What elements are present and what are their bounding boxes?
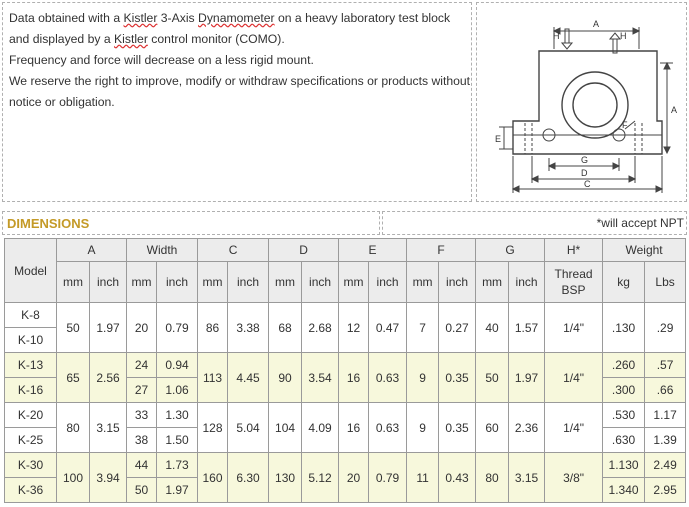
bsp-label: BSP bbox=[561, 283, 586, 297]
cell-weight-kg: 1.130 bbox=[603, 453, 645, 478]
unit-inch: inch bbox=[509, 262, 545, 303]
model-cell: K-8 bbox=[5, 303, 57, 328]
cell-f-inch: 0.35 bbox=[439, 403, 476, 453]
cell-f-inch: 0.27 bbox=[439, 303, 476, 353]
note-text: on a heavy laboratory test block bbox=[274, 11, 451, 25]
label-e: E bbox=[495, 134, 502, 144]
cell-width-mm: 27 bbox=[127, 378, 157, 403]
cell-thread: 1/4" bbox=[545, 403, 603, 453]
spell-flagged-word: Kistler bbox=[114, 32, 148, 46]
cell-weight-kg: 1.340 bbox=[603, 478, 645, 503]
cell-width-mm: 24 bbox=[127, 353, 157, 378]
note-line-3: Frequency and force will decrease on a less rigid mount. bbox=[9, 53, 314, 67]
note-text: control monitor (COMO). bbox=[147, 32, 285, 46]
dimensions-title: DIMENSIONS bbox=[2, 211, 380, 235]
unit-inch: inch bbox=[90, 262, 127, 303]
unit-mm: mm bbox=[269, 262, 302, 303]
unit-lbs: Lbs bbox=[645, 262, 686, 303]
cell-d-mm: 130 bbox=[269, 453, 302, 503]
dimensions-table bbox=[4, 238, 686, 503]
technical-drawing bbox=[476, 2, 687, 202]
cell-e-inch: 0.47 bbox=[369, 303, 407, 353]
unit-mm: mm bbox=[127, 262, 157, 303]
cell-weight-lbs: .66 bbox=[645, 378, 686, 403]
col-model: Model bbox=[5, 239, 57, 303]
cell-g-inch: 2.36 bbox=[509, 403, 545, 453]
thread-label: Thread bbox=[554, 267, 593, 281]
cell-width-mm: 20 bbox=[127, 303, 157, 353]
cell-weight-lbs: .57 bbox=[645, 353, 686, 378]
cell-e-mm: 20 bbox=[339, 453, 369, 503]
cell-width-inch: 1.06 bbox=[157, 378, 198, 403]
label-d: D bbox=[581, 168, 588, 178]
cell-weight-kg: .630 bbox=[603, 428, 645, 453]
model-cell: K-13 bbox=[5, 353, 57, 378]
cell-a-mm: 65 bbox=[57, 353, 90, 403]
col-h: H* bbox=[545, 239, 603, 262]
cell-weight-lbs: .29 bbox=[645, 303, 686, 353]
cell-a-mm: 50 bbox=[57, 303, 90, 353]
cell-width-inch: 1.30 bbox=[157, 403, 198, 428]
cell-c-mm: 113 bbox=[198, 353, 228, 403]
model-cell: K-36 bbox=[5, 478, 57, 503]
label-h-left: H bbox=[553, 31, 560, 41]
unit-mm: mm bbox=[198, 262, 228, 303]
cell-e-mm: 16 bbox=[339, 403, 369, 453]
unit-kg: kg bbox=[603, 262, 645, 303]
cell-f-inch: 0.43 bbox=[439, 453, 476, 503]
col-width: Width bbox=[127, 239, 198, 262]
note-line-1 bbox=[9, 8, 465, 29]
cell-g-inch: 1.57 bbox=[509, 303, 545, 353]
col-a: A bbox=[57, 239, 127, 262]
mount-diagram bbox=[477, 3, 686, 201]
table-row bbox=[5, 303, 686, 328]
cell-weight-lbs: 2.49 bbox=[645, 453, 686, 478]
cell-e-inch: 0.63 bbox=[369, 403, 407, 453]
col-d: D bbox=[269, 239, 339, 262]
cell-f-mm: 11 bbox=[407, 453, 439, 503]
col-f: F bbox=[407, 239, 476, 262]
cell-d-inch: 4.09 bbox=[302, 403, 339, 453]
cell-width-mm: 50 bbox=[127, 478, 157, 503]
cell-g-inch: 3.15 bbox=[509, 453, 545, 503]
note-text: and displayed by a bbox=[9, 32, 115, 46]
cell-weight-lbs: 1.17 bbox=[645, 403, 686, 428]
cell-d-mm: 104 bbox=[269, 403, 302, 453]
cell-c-inch: 3.38 bbox=[228, 303, 269, 353]
model-cell: K-30 bbox=[5, 453, 57, 478]
cell-e-inch: 0.63 bbox=[369, 353, 407, 403]
cell-a-inch: 2.56 bbox=[90, 353, 127, 403]
unit-inch: inch bbox=[302, 262, 339, 303]
model-cell: K-20 bbox=[5, 403, 57, 428]
spell-flagged-word: Dynamometer bbox=[198, 11, 275, 25]
dimensions-header bbox=[2, 211, 687, 235]
cell-a-inch: 3.15 bbox=[90, 403, 127, 453]
note-line-2 bbox=[9, 29, 465, 50]
cell-c-inch: 5.04 bbox=[228, 403, 269, 453]
cell-width-inch: 0.79 bbox=[157, 303, 198, 353]
label-f: F bbox=[622, 120, 628, 130]
unit-mm: mm bbox=[339, 262, 369, 303]
unit-mm: mm bbox=[476, 262, 509, 303]
cell-width-inch: 0.94 bbox=[157, 353, 198, 378]
cell-weight-lbs: 1.39 bbox=[645, 428, 686, 453]
cell-width-inch: 1.73 bbox=[157, 453, 198, 478]
unit-inch: inch bbox=[439, 262, 476, 303]
cell-a-mm: 100 bbox=[57, 453, 90, 503]
label-c: C bbox=[584, 179, 591, 189]
cell-d-mm: 68 bbox=[269, 303, 302, 353]
unit-inch: inch bbox=[157, 262, 198, 303]
unit-mm: mm bbox=[57, 262, 90, 303]
col-g: G bbox=[476, 239, 545, 262]
label-g: G bbox=[581, 155, 589, 165]
cell-c-mm: 86 bbox=[198, 303, 228, 353]
model-cell: K-10 bbox=[5, 328, 57, 353]
label-a-side: A bbox=[671, 105, 678, 115]
cell-weight-lbs: 2.95 bbox=[645, 478, 686, 503]
npt-note: *will accept NPT bbox=[382, 211, 687, 235]
cell-thread: 1/4" bbox=[545, 353, 603, 403]
table-row bbox=[5, 403, 686, 428]
cell-width-mm: 33 bbox=[127, 403, 157, 428]
cell-weight-kg: .300 bbox=[603, 378, 645, 403]
cell-f-inch: 0.35 bbox=[439, 353, 476, 403]
note-text: 3-Axis bbox=[157, 11, 199, 25]
cell-width-mm: 38 bbox=[127, 428, 157, 453]
cell-f-mm: 9 bbox=[407, 353, 439, 403]
cell-c-mm: 160 bbox=[198, 453, 228, 503]
cell-weight-kg: .530 bbox=[603, 403, 645, 428]
label-h-right: H bbox=[620, 31, 627, 41]
cell-d-inch: 2.68 bbox=[302, 303, 339, 353]
cell-d-inch: 5.12 bbox=[302, 453, 339, 503]
col-weight: Weight bbox=[603, 239, 686, 262]
cell-g-mm: 60 bbox=[476, 403, 509, 453]
cell-g-inch: 1.97 bbox=[509, 353, 545, 403]
description-notes bbox=[2, 2, 472, 202]
unit-mm: mm bbox=[407, 262, 439, 303]
cell-f-mm: 9 bbox=[407, 403, 439, 453]
model-cell: K-16 bbox=[5, 378, 57, 403]
label-a-top: A bbox=[593, 19, 600, 29]
cell-e-mm: 16 bbox=[339, 353, 369, 403]
cell-c-mm: 128 bbox=[198, 403, 228, 453]
cell-weight-kg: .260 bbox=[603, 353, 645, 378]
unit-inch: inch bbox=[228, 262, 269, 303]
cell-g-mm: 50 bbox=[476, 353, 509, 403]
spell-flagged-word: Kistler bbox=[123, 11, 158, 25]
col-c: C bbox=[198, 239, 269, 262]
cell-a-mm: 80 bbox=[57, 403, 90, 453]
cell-f-mm: 7 bbox=[407, 303, 439, 353]
note-line-5: notice or obligation. bbox=[9, 95, 115, 109]
model-cell: K-25 bbox=[5, 428, 57, 453]
cell-d-mm: 90 bbox=[269, 353, 302, 403]
cell-e-mm: 12 bbox=[339, 303, 369, 353]
cell-a-inch: 1.97 bbox=[90, 303, 127, 353]
note-text: Data obtained with a bbox=[9, 11, 124, 25]
cell-g-mm: 40 bbox=[476, 303, 509, 353]
cell-a-inch: 3.94 bbox=[90, 453, 127, 503]
cell-c-inch: 4.45 bbox=[228, 353, 269, 403]
cell-c-inch: 6.30 bbox=[228, 453, 269, 503]
table-row bbox=[5, 453, 686, 478]
thread-bsp bbox=[545, 262, 603, 303]
cell-weight-kg: .130 bbox=[603, 303, 645, 353]
table-row bbox=[5, 353, 686, 378]
cell-width-inch: 1.50 bbox=[157, 428, 198, 453]
cell-thread: 3/8" bbox=[545, 453, 603, 503]
cell-width-inch: 1.97 bbox=[157, 478, 198, 503]
col-e: E bbox=[339, 239, 407, 262]
note-line-4: We reserve the right to improve, modify or withdraw specifications or products without bbox=[9, 74, 471, 88]
cell-e-inch: 0.79 bbox=[369, 453, 407, 503]
cell-thread: 1/4" bbox=[545, 303, 603, 353]
unit-inch: inch bbox=[369, 262, 407, 303]
cell-width-mm: 44 bbox=[127, 453, 157, 478]
cell-g-mm: 80 bbox=[476, 453, 509, 503]
cell-d-inch: 3.54 bbox=[302, 353, 339, 403]
